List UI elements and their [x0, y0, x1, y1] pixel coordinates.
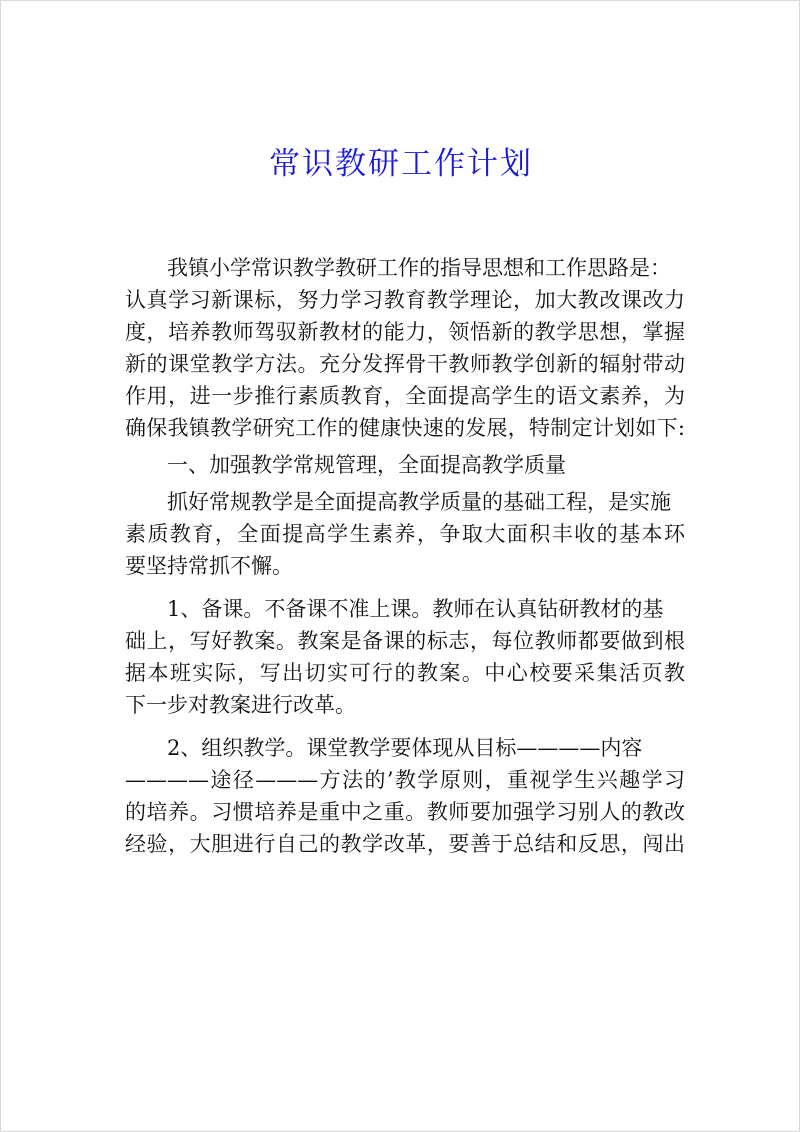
paragraph-line: 认真学习新课标，努力学习教育教学理论，加大教改课改力: [125, 288, 685, 312]
paragraph-line: 1、备课。不备课不准上课。教师在认真钻研教材的基: [167, 597, 664, 621]
document-title: 常识教研工作计划: [269, 146, 533, 182]
paragraph-line: 据本班实际，写出切实可行的教案。中心校要采集活页教: [125, 661, 685, 685]
paragraph-line: 下一步对教案进行改革。: [125, 693, 356, 717]
paragraph-line: 确保我镇教学研究工作的健康快速的发展，特制定计划如下:: [125, 416, 685, 440]
paragraph-line: 础上，写好教案。教案是备课的标志，每位教师都要做到根: [125, 629, 685, 653]
paragraph-line: 素质教育，全面提高学生素养，争取大面积丰收的基本环: [125, 522, 685, 546]
section-heading: 一、加强教学常规管理，全面提高教学质量: [167, 453, 566, 477]
paragraph-line: 作用，进一步推行素质教育，全面提高学生的语文素养，为: [125, 384, 685, 408]
paragraph-line: 新的课堂教学方法。充分发挥骨干教师教学创新的辐射带动: [125, 352, 685, 376]
paragraph-line: 我镇小学常识教学教研工作的指导思想和工作思路是：: [167, 256, 671, 280]
paragraph-line: 的培养。习惯培养是重中之重。教师要加强学习别人的教改: [125, 800, 685, 824]
paragraph-line: 度，培养教师驾驭新教材的能力，领悟新的教学思想，掌握: [125, 320, 685, 344]
paragraph-line: 要坚持常抓不懈。: [125, 554, 293, 578]
paragraph-line: 经验，大胆进行自己的教学改革，要善于总结和反思，闯出: [125, 832, 685, 856]
paragraph-line: 抓好常规教学是全面提高教学质量的基础工程，是实施: [167, 490, 671, 514]
paragraph-line: ————途径———方法的’教学原则，重视学生兴趣学习: [125, 768, 685, 792]
document-body: [125, 252, 685, 860]
paragraph-line: 2、组织教学。课堂教学要体现从目标————内容: [167, 736, 643, 760]
